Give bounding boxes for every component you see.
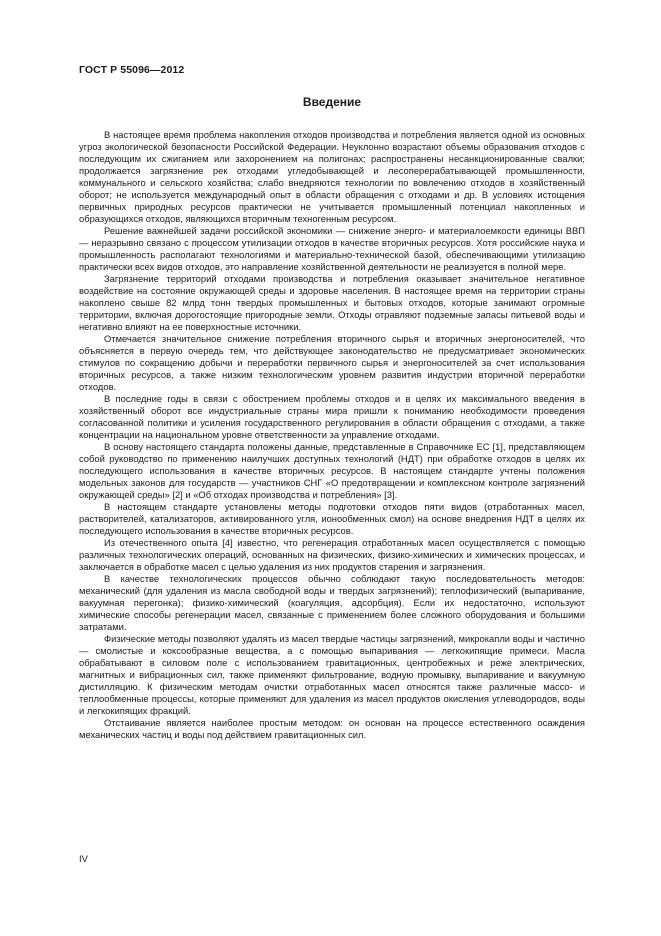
paragraph: Отмечается значительное снижение потребления вторичного сырья и вторичных энергоносителей, что объясняется в первую очередь тем, что действующее законодательство не предусматривает экономических стимулов по сокращению добычи и переработки первичного сырья и энергоносителей за счет использования вторичных ресурсов, а также низким технологическим уровнем развития индустрии вторичной переработки отходов. [79, 333, 585, 392]
paragraph: Решение важнейшей задачи российской экономики — снижение энерго- и материалоемкости единицы ВВП — неразрывно связано с процессом утилизации отходов в качестве вторичных ресурсов. Хотя российские наука и промышленность располагают технологиями и материально-технической базой, обеспечивающими утилизацию практически всех видов отходов, это направление хозяйственной деятельности не реализуется в полной мере. [79, 225, 585, 272]
paragraph: Из отечественного опыта [4] известно, что регенерация отработанных масел осуществляется с помощью различных технологических операций, основанных на физических, физико-химических и химических процессах, и заключается в обработке масел с целью удаления из них продуктов старения и загрязнения. [79, 537, 585, 572]
page-number: IV [79, 853, 88, 864]
paragraph: Отстаивание является наиболее простым методом: он основан на процессе естественного осаждения механических частиц и воды под действием гравитационных сил. [79, 717, 585, 740]
standard-code-header: ГОСТ Р 55096—2012 [79, 64, 185, 76]
paragraph: В качестве технологических процессов обычно соблюдают такую последовательность методов: механический (для удаления из масла свободной воды и твердых загрязнений); теплофизический (выпаривание, вакуумная перегонка); физико-химический (коагуляция, адсорбция). Если их недостаточно, используют химические способы регенерации масел, связанные с применением более сложного оборудования и большими затратами. [79, 573, 585, 632]
paragraph: В настоящее время проблема накопления отходов производства и потребления является одной из основных угроз экологической безопасности Российской Федерации. Неуклонно возрастают объемы образования отходов с последующим их сжиганием или захоронением на полигонах; распространены несанкционированные свалки; продолжается загрязнение рек отходами угледобывающей и лесоперерабатывающей промышленности, коммунального и сельского хозяйства; слабо внедряются технологии по вовлечению отходов в хозяйственный оборот; не используется международный опыт в области обращения с отходами и др. В условиях истощения первичных природных ресурсов практически не учитывается промышленный потенциал накопленных и образующихся отходов, являющихся вторичным техногенным ресурсом. [79, 129, 585, 224]
section-title: Введение [302, 95, 362, 109]
paragraph: В настоящем стандарте установлены методы подготовки отходов пяти видов (отработанных масел, растворителей, катализаторов, активированного угля, ионообменных смол) на основе внедрения НДТ в целях их последующего использования в качестве вторичных ресурсов. [79, 501, 585, 536]
paragraph: В основу настоящего стандарта положены данные, представленные в Справочнике ЕС [1], представляющем собой руководство по применению наилучших доступных технологий (НДТ) при обработке отходов в целях их последующего использования в качестве вторичных ресурсов. В настоящем стандарте учтены положения модельных законов для государств — участников СНГ «О предотвращении и комплексном контроле загрязнений окружающей среды» [2] и «Об отходах производства и потребления» [3]. [79, 441, 585, 500]
introduction-body [79, 129, 585, 741]
paragraph: Загрязнение территорий отходами производства и потребления оказывает значительное негативное воздействие на состояние окружающей среды и здоровье населения. В настоящее время на территории страны накоплено свыше 82 млрд тонн твердых промышленных и бытовых отходов, которые занимают огромные территории, включая дорогостоящие пригородные земли. Отходы отравляют подземные запасы питьевой воды и негативно влияют на ее поверхностные источники. [79, 273, 585, 332]
paragraph: Физические методы позволяют удалять из масел твердые частицы загрязнений, микрокапли воды и частично — смолистые и коксообразные вещества, а с помощью выпаривания — легкокипящие примеси. Масла обрабатывают в силовом поле с использованием гравитационных, центробежных и реже электрических, магнитных и вибрационных сил, также применяют фильтрование, водную промывку, выпаривание и вакуумную дистилляцию. К физическим методам очистки отработанных масел относятся также различные массо- и теплообменные процессы, которые применяют для удаления из масел продуктов окисления углеводородов, воды и легкокипящих фракций. [79, 633, 585, 716]
paragraph: В последние годы в связи с обострением проблемы отходов и в целях их максимального введения в хозяйственный оборот все индустриальные страны мира пришли к пониманию необходимости проведения согласованной политики и усиления государственного регулирования в области обращения с отходами, а также концентрации на национальном уровне ответственности за управление отходами. [79, 393, 585, 440]
